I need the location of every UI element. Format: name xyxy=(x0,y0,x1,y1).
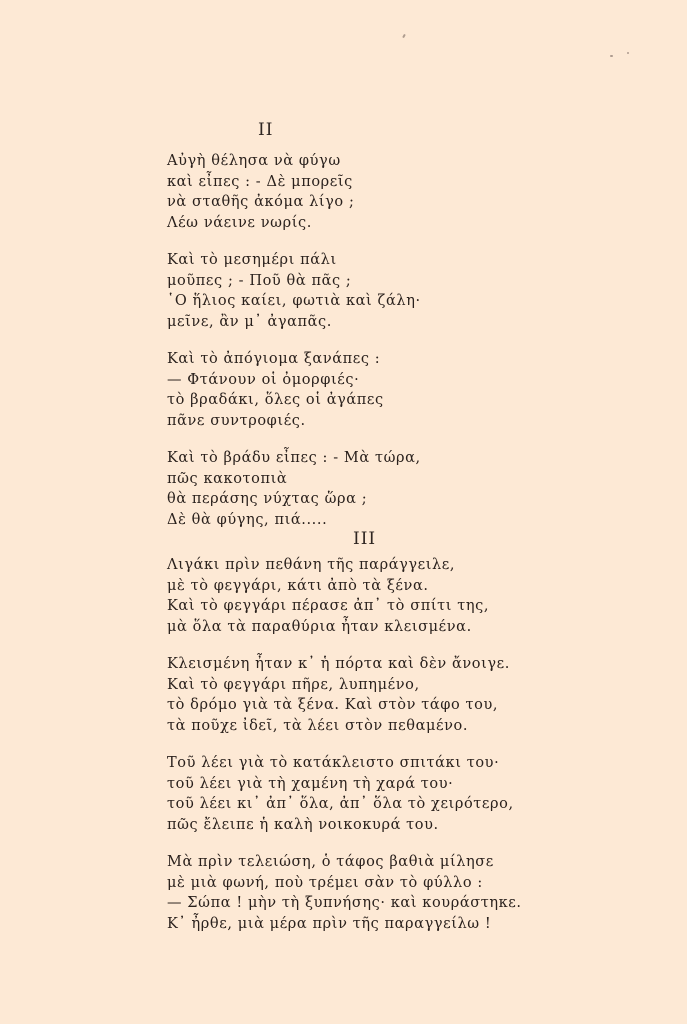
poem-line: Αὐγὴ θέλησα νὰ φύγω xyxy=(167,153,341,169)
poem-line: μεῖνε, ἂν μ᾿ ἀγαπᾶς. xyxy=(167,313,332,330)
poem-line: Καὶ τὸ φεγγάρι πέρασε ἀπ᾿ τὸ σπίτι της, xyxy=(167,598,490,614)
poem-line: τοῦ λέει κι᾿ ἀπ᾿ ὅλα, ἀπ᾿ ὅλα τὸ χειρότερο, xyxy=(167,796,514,812)
poem-line: τὸ βραδάκι, ὅλες οἱ ἀγάπες xyxy=(167,392,384,408)
stanza xyxy=(167,448,487,530)
poem-line: μὰ ὅλα τὰ παραθύρια ἦταν κλεισμένα. xyxy=(167,618,472,635)
poem-line: μοῦπες ; - Ποῦ θὰ πᾶς ; xyxy=(167,272,352,289)
poem-line: νὰ σταθῆς ἀκόμα λίγο ; xyxy=(167,194,355,210)
poem-line: Κλεισμένη ἦταν κ᾿ ἡ πόρτα καὶ δὲν ἄνοιγε. xyxy=(167,656,511,672)
poem-section-iii xyxy=(167,555,547,951)
poem-line: Καὶ τὸ ἀπόγιομα ξανάπες : xyxy=(167,351,381,367)
stanza xyxy=(167,250,487,332)
poem-line: πᾶνε συντροφιές. xyxy=(167,412,306,429)
poem-line: — Φτάνουν οἱ ὀμορφιές· xyxy=(167,371,360,388)
section-number-iii: III xyxy=(353,529,377,549)
poem-line: Λέω νάεινε νωρίς. xyxy=(167,214,312,231)
poem-line: Κ᾿ ἦρθε, μιὰ μέρα πρὶν τῆς παραγγείλω ! xyxy=(167,915,492,932)
poem-line: — Σώπα ! μὴν τὴ ξυπνήσης· καὶ κουράστηκε. xyxy=(167,895,522,911)
stanza xyxy=(167,852,547,934)
paper-speck xyxy=(610,55,613,57)
poem-line: Τοῦ λέει γιὰ τὸ κατάκλειστο σπιτάκι του· xyxy=(167,755,500,771)
poem-line: Καὶ τὸ βράδυ εἶπες : - Μὰ τώρα, xyxy=(167,450,421,466)
poem-section-ii xyxy=(167,151,487,547)
poem-line: Καὶ τὸ φεγγάρι πῆρε, λυπημένο, xyxy=(167,676,420,693)
poem-line: Μὰ πρὶν τελειώση, ὁ τάφος βαθιὰ μίλησε xyxy=(167,854,494,870)
poem-line: τὸ δρόμο γιὰ τὰ ξένα. Καὶ στὸν τάφο του, xyxy=(167,697,499,713)
poem-line: πῶς ἔλειπε ἡ καλὴ νοικοκυρά του. xyxy=(167,816,439,833)
stanza xyxy=(167,555,547,637)
section-number-ii: II xyxy=(258,120,274,140)
stanza xyxy=(167,349,487,431)
poem-line: μὲ μιὰ φωνή, ποὺ τρέμει σὰν τὸ φύλλο : xyxy=(167,874,483,891)
paper-speck xyxy=(402,34,406,38)
poem-line: ῾Ο ἥλιος καίει, φωτιὰ καὶ ζάλη· xyxy=(167,293,421,309)
paper-speck xyxy=(627,52,629,54)
stanza xyxy=(167,753,547,835)
poem-line: πῶς κακοτοπιὰ xyxy=(167,470,288,487)
poem-line: Δὲ θὰ φύγης, πιά..... xyxy=(167,511,328,528)
poem-line: μὲ τὸ φεγγάρι, κάτι ἀπὸ τὰ ξένα. xyxy=(167,577,429,594)
poem-line: θὰ περάσης νύχτας ὥρα ; xyxy=(167,491,368,507)
stanza xyxy=(167,654,547,736)
poem-line: Λιγάκι πρὶν πεθάνη τῆς παράγγειλε, xyxy=(167,557,456,573)
poem-line: τὰ ποῦχε ἰδεῖ, τὰ λέει στὸν πεθαμένο. xyxy=(167,717,469,734)
poem-line: τοῦ λέει γιὰ τὴ χαμένη τὴ χαρά του· xyxy=(167,775,454,792)
poem-line: Καὶ τὸ μεσημέρι πάλι xyxy=(167,252,337,268)
poem-line: καὶ εἶπες : - Δὲ μπορεῖς xyxy=(167,173,353,190)
stanza xyxy=(167,151,487,233)
